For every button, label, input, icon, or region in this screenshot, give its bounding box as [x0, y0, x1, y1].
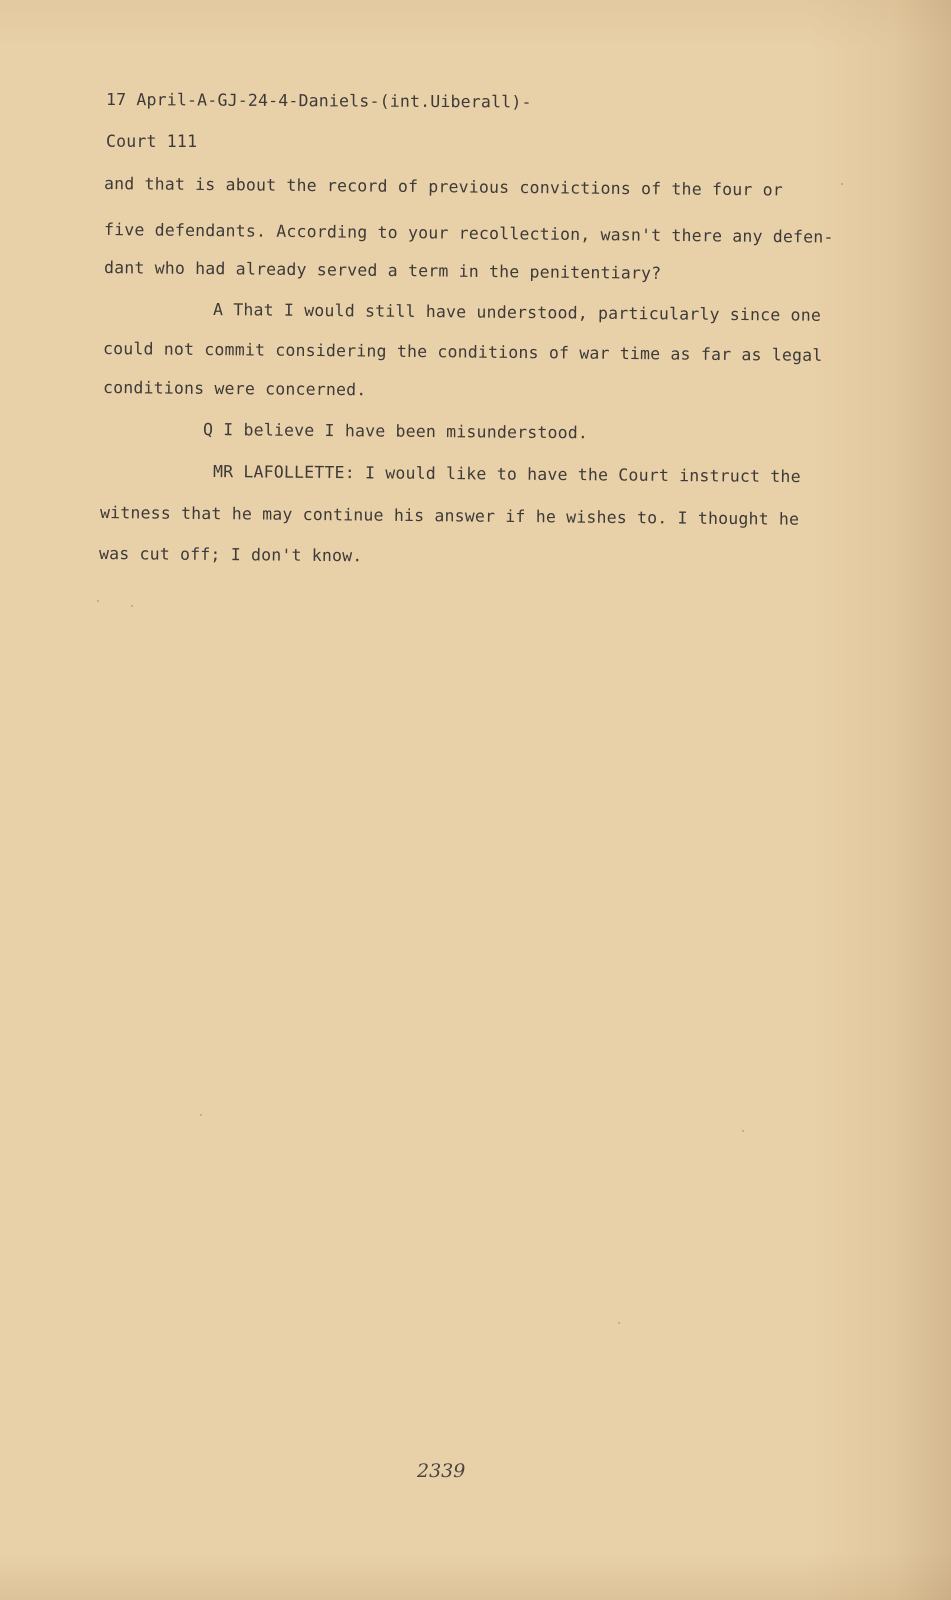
body-line: could not commit considering the conditions of war time as far as legal: [102, 339, 823, 365]
paper-speck: [131, 605, 133, 607]
header-line-1: 17 April-A-GJ-24-4-Daniels-(int.Uiberall)-: [105, 90, 532, 112]
header-line-2: Court 111: [106, 132, 198, 151]
body-line: dant who had already served a term in the penitentiary?: [103, 258, 662, 283]
paper-speck: [97, 600, 99, 602]
paper-speck: [742, 1130, 744, 1132]
paper-speck: [200, 1114, 202, 1116]
body-line: and that is about the record of previous convictions of the four or: [103, 174, 784, 200]
page-number: 2339: [417, 1460, 466, 1482]
body-line: was cut off; I don't know.: [98, 544, 363, 566]
question-line: Q I believe I have been misunderstood.: [202, 420, 589, 443]
body-line: five defendants. According to your recollection, wasn't there any defen-: [103, 220, 834, 247]
speaker-line: MR LAFOLLETTE: I would like to have the Court instruct the: [212, 462, 801, 487]
body-line: witness that he may continue his answer if he wishes to. I thought he: [99, 503, 800, 529]
body-line: conditions were concerned.: [102, 378, 367, 400]
answer-line: A That I would still have understood, particularly since one: [212, 300, 822, 325]
paper-speck: [841, 183, 843, 185]
paper-speck: [618, 1322, 620, 1324]
